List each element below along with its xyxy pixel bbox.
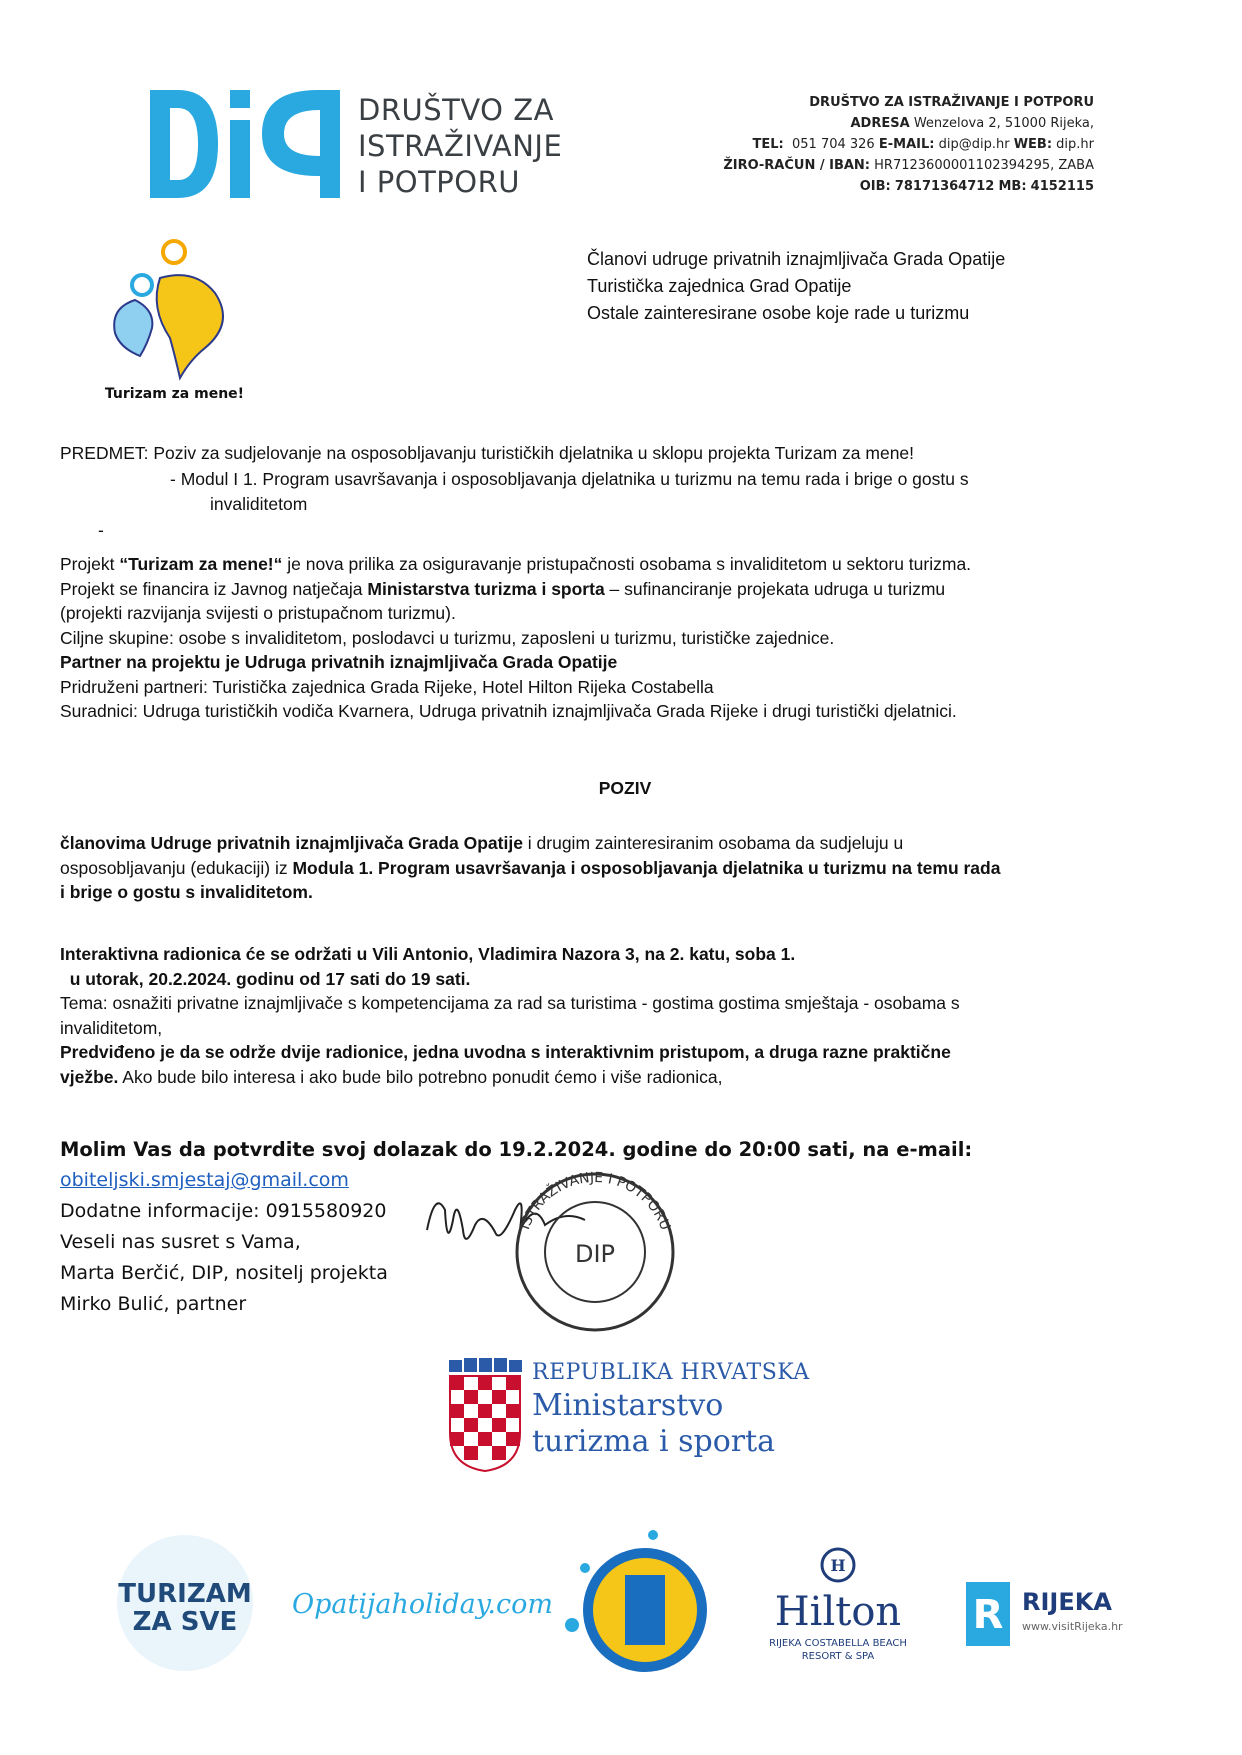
greeting: Veseli nas susret s Vama, — [60, 1231, 301, 1253]
invitation-text: i drugim zainteresiranim osobama da sudjeluju u — [522, 833, 904, 853]
iban-label: ŽIRO-RAČUN / IBAN: — [723, 158, 871, 173]
ministry-name-line2: turizma i sporta — [532, 1424, 776, 1459]
dip-name-line: DRUŠTVO ZA — [358, 93, 554, 127]
invitation-line — [60, 856, 1190, 881]
stamp-center-text: DIP — [574, 1240, 616, 1268]
recipients-block — [587, 246, 1005, 327]
invitation-bold: članovima Udruge privatnih iznajmljivača Grada Opatije — [60, 833, 523, 853]
org-web: dip.hr — [1056, 137, 1094, 152]
invitation-bold: Modula 1. Program usavršavanja i osposobljavanja djelatnika u turizmu na temu rada — [292, 857, 1001, 878]
udruga-round-logo — [565, 1530, 707, 1672]
subject-block — [60, 442, 1190, 542]
iban: HR7123600001102394295, ZABA — [874, 158, 1094, 173]
workshop-plan: Predviđeno je da se održe dvije radionice, jedna uvodna s interaktivnim pristupom, a druga razne praktične — [60, 1042, 951, 1062]
intro-p6: Pridruženi partneri: Turistička zajednica Grada Rijeke, Hotel Hilton Rijeka Costabella — [60, 676, 714, 697]
dip-name — [358, 92, 562, 200]
email-label: E-MAIL: — [878, 137, 935, 152]
intro-p2 — [60, 577, 1190, 602]
intro-p3: (projekti razvijanja svijesti o pristupačnom turizmu). — [60, 603, 456, 623]
tzs-line2: ZA SVE — [132, 1607, 238, 1637]
intro-text: Projekt se financira iz Javnog natječaja — [60, 578, 368, 599]
turizam-za-sve-logo — [117, 1535, 253, 1671]
invitation-line: i brige o gostu s invaliditetom. — [60, 882, 313, 902]
hilton-sub1: RIJEKA COSTABELLA BEACH — [769, 1638, 907, 1649]
workshop-date: u utorak, 20.2.2024. godinu od 17 sati do 19 sati. — [60, 968, 471, 989]
opatijaholiday-logo: Opatijaholiday.com — [292, 1589, 553, 1620]
workshop-plan-text: Ako bude bilo interesa i ako bude bilo potrebno ponudit ćemo i više radionica, — [118, 1066, 723, 1087]
workshop-topic-cont: invaliditetom, — [60, 1017, 163, 1038]
tel: 051 704 326 — [792, 137, 875, 152]
subject-bullet: - Modul I 1. Program usavršavanja i osposobljavanja djelatnika u turizmu na temu rada i brige o gostu s — [170, 468, 969, 489]
ministry-name-line1: Ministarstvo — [532, 1388, 724, 1423]
address: Wenzelova 2, 51000 Rijeka, — [913, 116, 1094, 131]
org-email: dip@dip.hr — [938, 137, 1010, 152]
tel-label: TEL: — [752, 137, 784, 152]
intro-text: Projekt — [60, 554, 120, 574]
ministry-country: REPUBLIKA HRVATSKA — [532, 1360, 810, 1385]
dip-name-line: ISTRAŽIVANJE — [358, 129, 563, 163]
invitation-line — [60, 831, 1190, 856]
oib-label: OIB: — [859, 179, 891, 194]
workshop-plan-bold: vježbe. — [60, 1066, 119, 1087]
dip-name-line: I POTPORU — [358, 165, 520, 199]
recipient-line: Članovi udruge privatnih iznajmljivača Grada Opatije — [587, 249, 1006, 269]
project-logo-caption: Turizam za mene! — [104, 386, 245, 402]
intro-p5: Partner na projektu je Udruga privatnih iznajmljivača Grada Opatije — [60, 652, 618, 672]
signature-1: Marta Berčić, DIP, nositelj projekta — [60, 1262, 388, 1284]
recipient-line: Turistička zajednica Grad Opatije — [587, 276, 852, 296]
mb-label: MB: — [998, 179, 1027, 194]
org-contact-info — [723, 92, 1094, 197]
subject-bullet-empty: - — [98, 519, 104, 540]
svg-text:R: R — [972, 1592, 1004, 1638]
oib: 78171364712 — [894, 179, 995, 194]
intro-block — [60, 552, 1190, 724]
rijeka-text: RIJEKA — [1022, 1588, 1112, 1616]
ministry-logo-text — [532, 1358, 810, 1460]
signature-2: Mirko Bulić, partner — [60, 1293, 247, 1315]
intro-text: je nova prilika za osiguravanje pristupačnosti osobama s invaliditetom u sektoru turizma. — [282, 554, 972, 574]
visit-rijeka-logo — [966, 1582, 1123, 1646]
workshop-plan-cont — [60, 1065, 1190, 1090]
subject-line: PREDMET: Poziv za sudjelovanje na osposobljavanju turističkih djelatnika u sklopu projekta Turizam za mene! — [60, 443, 915, 463]
hilton-logo — [769, 1549, 907, 1662]
hilton-text: Hilton — [774, 1589, 902, 1635]
mb: 4152115 — [1030, 179, 1094, 194]
intro-p1 — [60, 552, 1190, 577]
subject-bullet-cont: invaliditetom — [210, 494, 308, 514]
workshop-block — [60, 942, 1190, 1089]
intro-text: – sufinanciranje projekata udruga u turizmu — [604, 578, 946, 599]
hilton-sub2: RESORT & SPA — [801, 1651, 875, 1662]
invitation-block — [60, 831, 1190, 905]
stamp-ring-text: ISTRAŽIVANJE I POTPORU — [517, 1170, 674, 1233]
ministry-name: Ministarstva turizma i sporta — [367, 578, 605, 599]
address-label: ADRESA — [850, 116, 910, 131]
croatia-coat-of-arms-icon — [445, 1358, 525, 1473]
contact-email-link[interactable]: obiteljski.smjestaj@gmail.com — [60, 1169, 349, 1191]
invitation-text: osposobljavanju (edukaciji) iz — [60, 857, 293, 878]
org-name: DRUŠTVO ZA ISTRAŽIVANJE I POTPORU — [809, 95, 1094, 110]
project-name: “Turizam za mene!“ — [119, 554, 283, 574]
confirm-line: Molim Vas da potvrdite svoj dolazak do 19.2.2024. godine do 20:00 sati, na e-mail: — [60, 1138, 973, 1161]
svg-text:H: H — [830, 1556, 846, 1575]
recipient-line: Ostale zainteresirane osobe koje rade u turizmu — [587, 303, 970, 323]
stamp-and-signature — [425, 1170, 685, 1335]
turizam-za-mene-logo — [100, 238, 250, 383]
contact-phone: Dodatne informacije: 0915580920 — [60, 1200, 387, 1222]
workshop-topic: Tema: osnažiti privatne iznajmljivače s kompetencijama za rad sa turistima - gostima gostima smještaja - osobama s — [60, 993, 960, 1013]
tzs-line1: TURIZAM — [118, 1579, 252, 1609]
poziv-heading: POZIV — [598, 778, 652, 798]
intro-p4: Ciljne skupine: osobe s invaliditetom, poslodavci u turizmu, zaposleni u turizmu, turističke zajednice. — [60, 627, 835, 648]
intro-p7: Suradnici: Udruga turističkih vodiča Kvarnera, Udruga privatnih iznajmljivača Grada Rijeke i drugi turistički djelatnici. — [60, 701, 957, 721]
workshop-location: Interaktivna radionica će se održati u Vili Antonio, Vladimira Nazora 3, na 2. katu, soba 1. — [60, 944, 796, 964]
partner-logos — [0, 1520, 1242, 1680]
rijeka-web: www.visitRijeka.hr — [1022, 1620, 1123, 1633]
web-label: WEB: — [1013, 137, 1053, 152]
